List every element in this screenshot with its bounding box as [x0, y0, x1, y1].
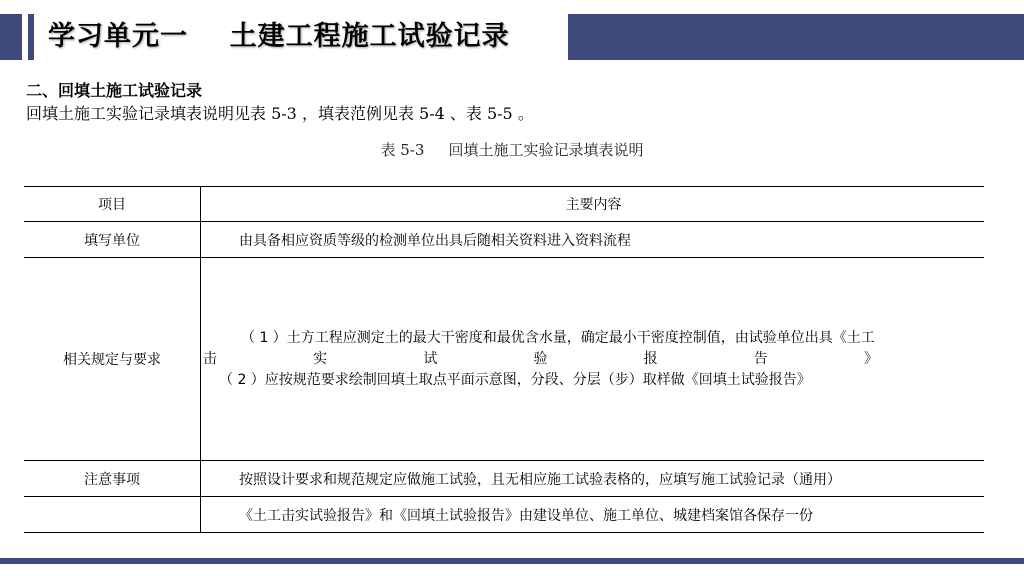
row-label-rules: 相关规定与要求 [24, 258, 201, 461]
section-heading: 二、回填土施工试验记录 [26, 81, 203, 100]
rule-item-1-line-2 [203, 349, 978, 369]
intro-paragraph: 回填土施工实验记录填表说明见表 5-3 ，填表范例见表 5-4 、表 5-5 。 [26, 104, 534, 123]
row-content-last: 《土工击实试验报告》和《回填土试验报告》由建设单位、施工单位、城建档案馆各保存一份 [239, 507, 813, 524]
table-header-row [24, 187, 984, 222]
instructions-table [24, 186, 984, 533]
row-content-unit: 由具备相应资质等级的检测单位出具后随相关资料进入资料流程 [239, 232, 631, 249]
table-row [24, 222, 984, 258]
row-label-unit: 填写单位 [24, 222, 201, 258]
header-accent-bar-right [568, 14, 1024, 60]
rule-char: 》 [863, 351, 878, 367]
rule-item-1-line-1: （ 1 ）土方工程应测定土的最大干密度和最优含水量，确定最小干密度控制值，由试验单位出具《土工 [241, 330, 875, 346]
rule-char: 告 [753, 351, 768, 367]
header-accent-bar-left [0, 14, 22, 60]
column-header-item: 项目 [24, 187, 201, 222]
table-row [24, 497, 984, 533]
table-caption-title: 回填土施工实验记录填表说明 [448, 141, 644, 159]
table-row [24, 258, 984, 461]
row-label-last [24, 497, 201, 533]
footer-accent-bar [0, 558, 1024, 564]
rule-char: 试 [423, 351, 438, 367]
rule-char: 击 [203, 351, 217, 367]
table-caption-number: 表 5-3 [380, 141, 425, 159]
rule-item-2: （ 2 ）应按规范要求绘制回填土取点平面示意图，分段、分层（步）取样做《回填土试验报告》 [219, 372, 811, 388]
table-caption [0, 139, 1024, 160]
row-label-notes: 注意事项 [24, 461, 201, 497]
column-header-content: 主要内容 [201, 187, 985, 222]
rule-char: 实 [313, 351, 328, 367]
header-accent-bar-thin [28, 14, 34, 60]
row-content-notes: 按照设计要求和规范规定应做施工试验，且无相应施工试验表格的，应填写施工试验记录（通用） [239, 471, 841, 488]
table-row [24, 461, 984, 497]
rule-char: 报 [643, 351, 658, 367]
rule-char: 验 [533, 351, 548, 367]
slide-title: 学习单元一 土建工程施工试验记录 [48, 21, 510, 52]
